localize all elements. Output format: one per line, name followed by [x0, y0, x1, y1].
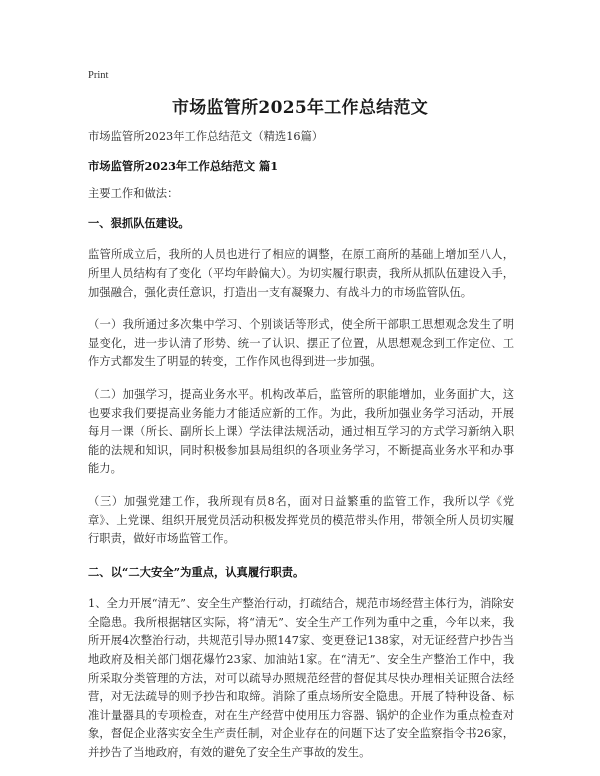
lead-line: 主要工作和做法：	[88, 187, 179, 201]
paragraph-2: （一）我所通过多次集中学习、个别谈话等形式，使全所干部职工思想观念发生了明显变化，进一步认清了形势、统一了认识、摆正了位置，从思想观念到工作定位、工作方式都发生了明显的转变，工作作风也得到进一步加强。	[88, 318, 514, 369]
print-label[interactable]: Print	[88, 70, 109, 81]
paragraph-1: 监管所成立后，我所的人员也进行了相应的调整，在原工商所的基础上增加至八人，所里人员结构有了变化（平均年龄偏大）。为切实履行职责，我所从抓队伍建设入手，加强融合，强化责任意识，打造出一支有凝聚力、有战斗力的市场监管队伍。	[88, 248, 514, 299]
paragraph-5: 1、全力开展“清无”、安全生产整治行动，打疏结合，规范市场经营主体行为，消除安全隐患。我所根据辖区实际，将“清无”、安全生产工作列为重中之重，今年以来，我所开展4次整治行动，共规范引导办照147家、变更登记138家，对无证经营户抄告当地政府及相关部门烟花爆竹23家、加油站1家。在“清无”、安全生产整治工作中，我所采取分类管理的方法，对可以疏导办照规范经营的督促其尽快办理相关证照合法经营，对无法疏导的则予抄告和取缔。消除了重点场所安全隐患。开展了特种设备、标准计量器具的专项检查，对在生产经营中使用压力容器、锅炉的企业作为重点检查对象，督促企业落实安全生产责任制，对企业存在的问题下达了安全监察指令书26家，并抄告了当地政府，有效的避免了安全生产事故的发生。	[88, 597, 514, 760]
section-heading: 市场监管所2023年工作总结范文 篇1	[88, 158, 279, 173]
heading-team-building: 一、狠抓队伍建设。	[88, 215, 190, 230]
heading-safety: 二、以“二大安全”为重点，认真履行职责。	[88, 564, 305, 579]
document-body	[88, 128, 514, 763]
paragraph-3: （二）加强学习，提高业务水平。机构改革后，监管所的职能增加，业务面扩大，这也要求我们要提高业务能力才能适应新的工作。为此，我所加强业务学习活动，开展每月一课（所长、副所长上课）学法律法规活动，通过相互学习的方式学习新纳入职能的法规和知识，同时积极参加县局组织的各项业务学习，不断提高业务水平和办事能力。	[88, 387, 514, 476]
document-title: 市场监管所2025年工作总结范文	[171, 98, 429, 118]
intro-line: 市场监管所2023年工作总结范文（精选16篇）	[88, 130, 324, 143]
paragraph-4: （三）加强党建工作，我所现有员8名，面对日益繁重的监管工作，我所以学《党章》、上党课、组织开展党员活动积极发挥党员的模范带头作用，带领全所人员切实履行职责，做好市场监管工作。	[88, 494, 514, 546]
